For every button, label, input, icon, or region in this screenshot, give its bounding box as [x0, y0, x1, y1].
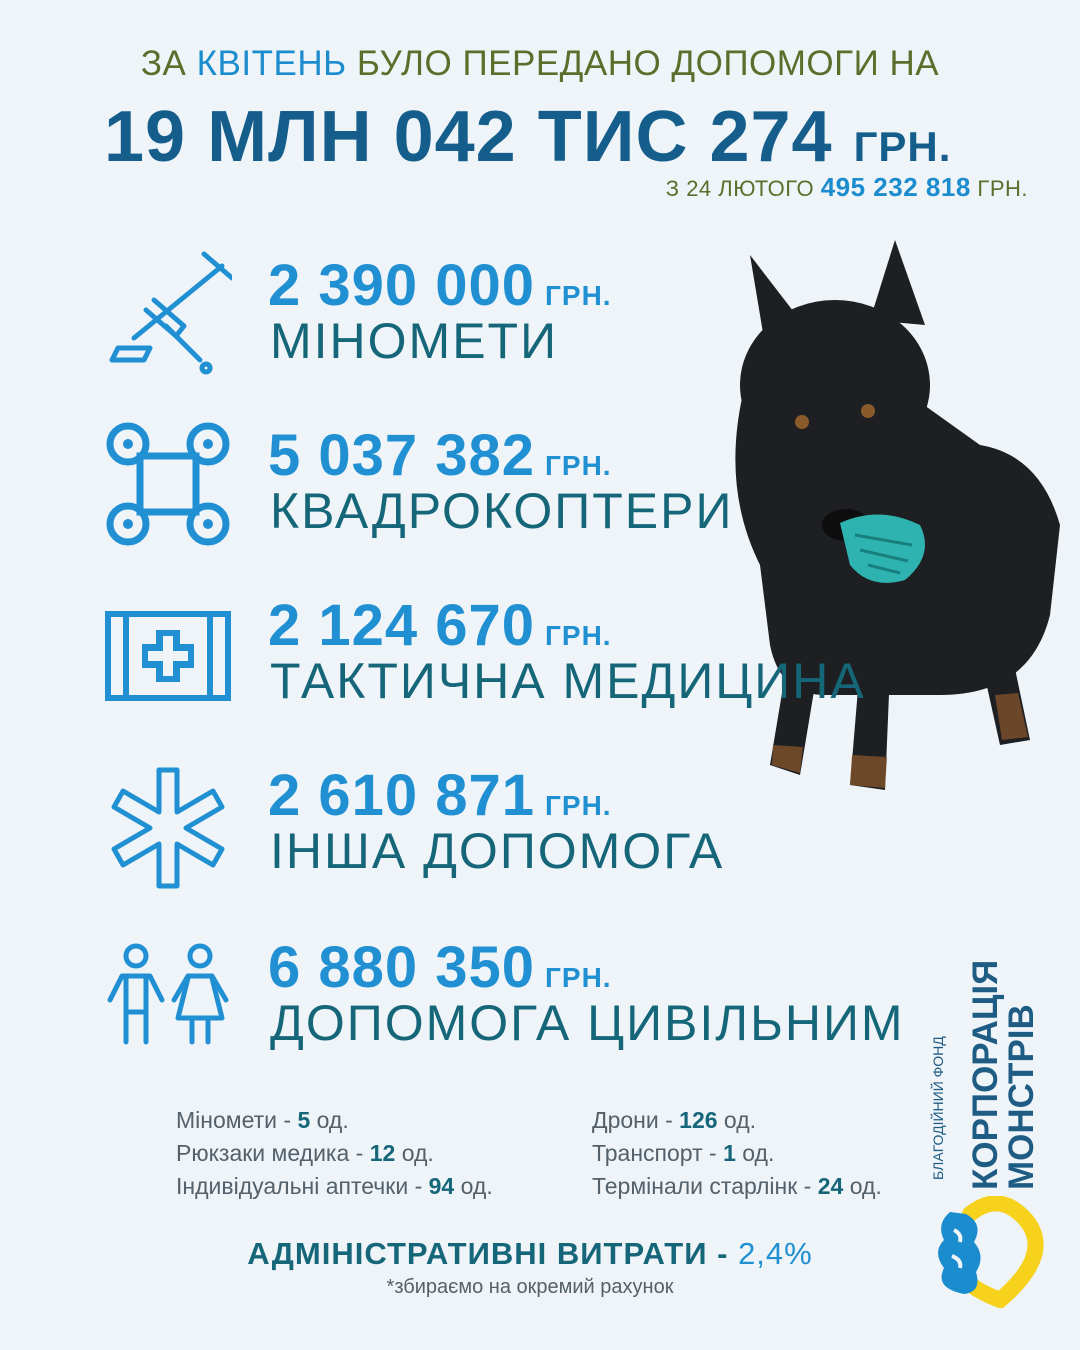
list-item: Індивідуальні аптечки - 94 од. [176, 1173, 493, 1199]
amount-value: 5 037 382 [268, 423, 536, 488]
headline-start: ЗА [140, 44, 187, 83]
category-amount [268, 934, 612, 1001]
list-item: Дрони - 126 од. [592, 1107, 757, 1133]
quadcopter-icon [104, 420, 232, 548]
category-label: ІНША ДОПОМОГА [270, 823, 725, 879]
list-item: Міномети - 5 од. [176, 1107, 349, 1133]
category-amount [268, 422, 612, 489]
amount-unit: ГРН. [545, 962, 612, 993]
category-label: МІНОМЕТИ [270, 313, 559, 369]
brand-logo [930, 1196, 1058, 1308]
people-icon [104, 938, 232, 1066]
category-label: КВАДРОКОПТЕРИ [270, 483, 734, 539]
category-amount [268, 762, 612, 829]
brand-name-line1: КОРПОРАЦІЯ [966, 959, 1005, 1190]
items-list-right [592, 1104, 882, 1203]
first-aid-kit-icon [104, 592, 232, 720]
since-amount: 495 232 818 [820, 172, 971, 202]
amount-unit: ГРН. [545, 790, 612, 821]
category-amount [268, 592, 612, 659]
since-total [666, 172, 1028, 203]
list-item: Термінали старлінк - 24 од. [592, 1173, 882, 1199]
brand-name-line2: МОНСТРІВ [1002, 1004, 1041, 1190]
total-amount-value: 19 МЛН 042 ТИС 274 [104, 97, 833, 177]
amount-value: 2 610 871 [268, 763, 536, 828]
category-amount [268, 252, 612, 319]
category-label: ДОПОМОГА ЦИВІЛЬНИМ [270, 995, 905, 1051]
category-label: ТАКТИЧНА МЕДИЦИНА [270, 653, 866, 709]
admin-costs-percent: 2,4% [738, 1236, 813, 1271]
list-item: Транспорт - 1 од. [592, 1140, 775, 1166]
mortar-icon [104, 248, 232, 376]
amount-value: 2 124 670 [268, 593, 536, 658]
items-list-left [176, 1104, 493, 1203]
amount-unit: ГРН. [545, 620, 612, 651]
headline-month: КВІТЕНЬ [196, 44, 347, 83]
admin-costs-label: АДМІНІСТРАТИВНІ ВИТРАТИ - [247, 1236, 739, 1271]
star-of-life-icon [104, 764, 232, 892]
amount-unit: ГРН. [545, 450, 612, 481]
list-item: Рюкзаки медика - 12 од. [176, 1140, 434, 1166]
headline-end: БУЛО ПЕРЕДАНО ДОПОМОГИ НА [356, 44, 940, 83]
amount-value: 2 390 000 [268, 253, 536, 318]
headline [0, 44, 1080, 84]
admin-costs [0, 1236, 1060, 1272]
since-unit: ГРН. [977, 176, 1028, 201]
amount-unit: ГРН. [545, 280, 612, 311]
total-amount [104, 96, 951, 178]
amount-value: 6 880 350 [268, 935, 536, 1000]
admin-note: *збираємо на окремий рахунок [386, 1276, 674, 1298]
brand-subtitle: БЛАГОДІЙНИЙ ФОНД [930, 1036, 946, 1180]
since-label: З 24 ЛЮТОГО [665, 176, 815, 201]
total-amount-unit: ГРН. [853, 123, 952, 170]
brand-name [968, 960, 1040, 1190]
